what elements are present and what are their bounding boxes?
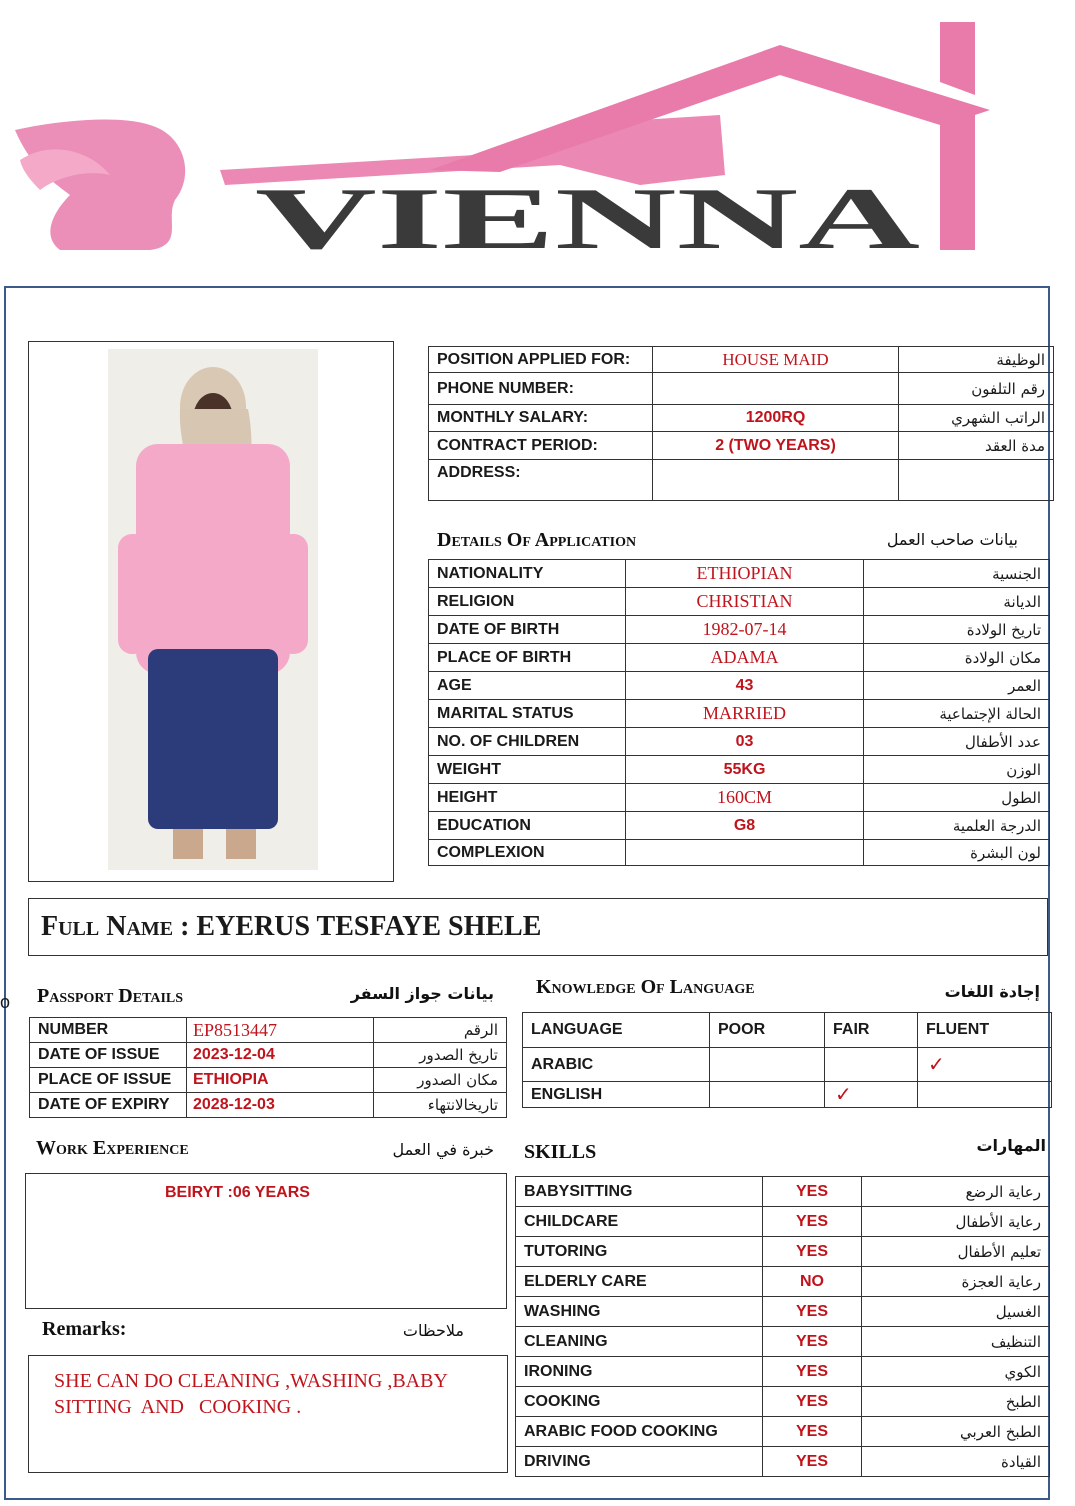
fair-header: FAIR — [825, 1013, 918, 1048]
skill-label: ELDERLY CARE — [516, 1267, 763, 1297]
details-label: RELIGION — [429, 588, 626, 616]
contract-label: CONTRACT PERIOD: — [429, 432, 653, 460]
passport-title: Passport Details — [37, 985, 184, 1007]
skill-label: ARABIC FOOD COOKING — [516, 1417, 763, 1447]
salary-arabic: الراتب الشهري — [899, 405, 1054, 432]
details-value — [626, 840, 864, 866]
details-value: CHRISTIAN — [626, 588, 864, 616]
details-value: 43 — [626, 672, 864, 700]
full-name: Full Name : EYERUS TESFAYE SHELE — [41, 911, 542, 942]
passport-value: EP8513447 — [187, 1018, 374, 1043]
details-value: ADAMA — [626, 644, 864, 672]
table-row — [429, 812, 1050, 840]
contract-value: 2 (TWO YEARS) — [653, 432, 899, 460]
details-label: COMPLEXION — [429, 840, 626, 866]
skills-title-arabic: المهارات — [976, 1136, 1046, 1155]
position-label: POSITION APPLIED FOR: — [429, 347, 653, 373]
table-row — [30, 1043, 507, 1068]
work-title: Work Experience — [36, 1137, 189, 1159]
table-row — [516, 1207, 1050, 1237]
table-row — [516, 1177, 1050, 1207]
table-row — [429, 700, 1050, 728]
table-row — [429, 460, 1054, 501]
full-name-box — [28, 898, 1048, 956]
work-title-arabic: خبرة في العمل — [392, 1140, 494, 1159]
table-row — [30, 1018, 507, 1043]
table-row — [429, 784, 1050, 812]
skill-value: YES — [763, 1237, 862, 1267]
passport-value: 2023-12-04 — [187, 1043, 374, 1068]
details-value: 1982-07-14 — [626, 616, 864, 644]
table-row — [516, 1357, 1050, 1387]
details-arabic: عدد الأطفال — [864, 728, 1050, 756]
passport-value: 2028-12-03 — [187, 1093, 374, 1118]
skill-arabic: الكوي — [862, 1357, 1050, 1387]
table-row — [516, 1447, 1050, 1477]
passport-value: ETHIOPIA — [187, 1068, 374, 1093]
phone-arabic: رقم التلفون — [899, 373, 1054, 405]
margin-mark: o — [0, 992, 11, 1012]
table-row — [30, 1093, 507, 1118]
details-arabic: الحالة الإجتماعية — [864, 700, 1050, 728]
table-row — [429, 672, 1050, 700]
contract-arabic: مدة العقد — [899, 432, 1054, 460]
language-title-arabic: إجادة اللغات — [944, 982, 1040, 1001]
remarks-line-1: SHE CAN DO CLEANING ,WASHING ,BABY — [54, 1370, 448, 1392]
table-row — [516, 1267, 1050, 1297]
table-row — [516, 1237, 1050, 1267]
address-arabic — [899, 460, 1054, 501]
details-label: NO. OF CHILDREN — [429, 728, 626, 756]
details-title-arabic: بيانات صاحب العمل — [886, 530, 1018, 549]
remarks-box — [28, 1355, 508, 1473]
poor-header: POOR — [710, 1013, 825, 1048]
details-label: HEIGHT — [429, 784, 626, 812]
passport-arabic: مكان الصدور — [374, 1068, 507, 1093]
table-row — [516, 1387, 1050, 1417]
passport-arabic: الرقم — [374, 1018, 507, 1043]
skill-arabic: الطبخ العربي — [862, 1417, 1050, 1447]
skill-label: TUTORING — [516, 1237, 763, 1267]
table-row — [429, 373, 1054, 405]
arabic-poor — [710, 1048, 825, 1082]
details-label: AGE — [429, 672, 626, 700]
details-label: WEIGHT — [429, 756, 626, 784]
skill-value: YES — [763, 1447, 862, 1477]
details-value: 03 — [626, 728, 864, 756]
table-row — [30, 1068, 507, 1093]
table-row — [523, 1048, 1052, 1082]
details-table — [428, 559, 1050, 866]
skill-label: IRONING — [516, 1357, 763, 1387]
details-arabic: الطول — [864, 784, 1050, 812]
details-title: Details Of Application — [437, 529, 637, 551]
table-row — [429, 588, 1050, 616]
salary-label: MONTHLY SALARY: — [429, 405, 653, 432]
details-arabic: الجنسية — [864, 560, 1050, 588]
table-row — [429, 616, 1050, 644]
passport-arabic: تاريخ الصدور — [374, 1043, 507, 1068]
details-value: 160CM — [626, 784, 864, 812]
skill-value: YES — [763, 1207, 862, 1237]
skill-value: YES — [763, 1297, 862, 1327]
table-row — [429, 560, 1050, 588]
work-entry: BEIRYT :06 YEARS — [165, 1184, 310, 1201]
passport-arabic: تاريخالانتهاء — [374, 1093, 507, 1118]
table-row — [516, 1297, 1050, 1327]
details-arabic: الوزن — [864, 756, 1050, 784]
details-label: PLACE OF BIRTH — [429, 644, 626, 672]
details-arabic: لون البشرة — [864, 840, 1050, 866]
table-row — [429, 756, 1050, 784]
language-table — [522, 1012, 1052, 1108]
skill-label: WASHING — [516, 1297, 763, 1327]
passport-title-arabic: بيانات جواز السفر — [350, 984, 494, 1003]
arabic-fair — [825, 1048, 918, 1082]
details-value: MARRIED — [626, 700, 864, 728]
details-arabic: تاريخ الولادة — [864, 616, 1050, 644]
salary-value: 1200RQ — [653, 405, 899, 432]
address-value — [653, 460, 899, 501]
phone-label: PHONE NUMBER: — [429, 373, 653, 405]
passport-label: PLACE OF ISSUE — [30, 1068, 187, 1093]
remarks-title: Remarks: — [42, 1318, 127, 1340]
skill-value: NO — [763, 1267, 862, 1297]
vienna-logo — [0, 0, 1075, 285]
english-language: ENGLISH — [523, 1082, 710, 1108]
table-row — [516, 1417, 1050, 1447]
arabic-fluent-check: ✓ — [918, 1048, 1052, 1082]
table-row — [429, 432, 1054, 460]
details-arabic: مكان الولادة — [864, 644, 1050, 672]
remarks-title-arabic: ملاحظات — [402, 1321, 464, 1340]
remarks-line-2: SITTING AND COOKING . — [54, 1396, 302, 1418]
phone-value — [653, 373, 899, 405]
table-row — [429, 347, 1054, 373]
table-row — [516, 1327, 1050, 1357]
skill-label: BABYSITTING — [516, 1177, 763, 1207]
language-header: LANGUAGE — [523, 1013, 710, 1048]
skill-value: YES — [763, 1417, 862, 1447]
skill-value: YES — [763, 1327, 862, 1357]
details-label: NATIONALITY — [429, 560, 626, 588]
arabic-language: ARABIC — [523, 1048, 710, 1082]
skill-label: COOKING — [516, 1387, 763, 1417]
skill-arabic: تعليم الأطفال — [862, 1237, 1050, 1267]
details-value: ETHIOPIAN — [626, 560, 864, 588]
passport-table — [29, 1017, 507, 1118]
table-row — [523, 1082, 1052, 1108]
skill-arabic: رعاية العجزة — [862, 1267, 1050, 1297]
photo-frame — [28, 341, 394, 882]
passport-label: NUMBER — [30, 1018, 187, 1043]
skills-table — [515, 1176, 1050, 1477]
table-row — [429, 840, 1050, 866]
skills-title: SKILLS — [524, 1141, 597, 1163]
skill-value: YES — [763, 1387, 862, 1417]
position-value: HOUSE MAID — [653, 347, 899, 373]
work-box — [25, 1173, 507, 1309]
details-label: EDUCATION — [429, 812, 626, 840]
skill-value: YES — [763, 1357, 862, 1387]
details-arabic: الديانة — [864, 588, 1050, 616]
details-value: G8 — [626, 812, 864, 840]
english-fluent — [918, 1082, 1052, 1108]
skill-arabic: الطبخ — [862, 1387, 1050, 1417]
passport-label: DATE OF ISSUE — [30, 1043, 187, 1068]
details-label: MARITAL STATUS — [429, 700, 626, 728]
details-arabic: الدرجة العلمية — [864, 812, 1050, 840]
fluent-header: FLUENT — [918, 1013, 1052, 1048]
skill-label: DRIVING — [516, 1447, 763, 1477]
skill-label: CLEANING — [516, 1327, 763, 1357]
table-row — [429, 644, 1050, 672]
position-arabic: الوظيفة — [899, 347, 1054, 373]
details-value: 55KG — [626, 756, 864, 784]
skill-arabic: رعاية الأطفال — [862, 1207, 1050, 1237]
application-table — [428, 346, 1054, 501]
candidate-photo — [108, 349, 318, 870]
skill-arabic: الغسيل — [862, 1297, 1050, 1327]
skill-arabic: القيادة — [862, 1447, 1050, 1477]
skill-arabic: رعاية الرضع — [862, 1177, 1050, 1207]
english-fair-check: ✓ — [825, 1082, 918, 1108]
table-row — [429, 728, 1050, 756]
passport-label: DATE OF EXPIRY — [30, 1093, 187, 1118]
language-title: Knowledge Of Language — [536, 976, 755, 998]
details-label: DATE OF BIRTH — [429, 616, 626, 644]
skill-value: YES — [763, 1177, 862, 1207]
brand-text: VIENNA — [255, 171, 920, 268]
address-label: ADDRESS: — [429, 460, 653, 501]
table-row — [523, 1013, 1052, 1048]
table-row — [429, 405, 1054, 432]
skill-arabic: التنظيف — [862, 1327, 1050, 1357]
details-arabic: العمر — [864, 672, 1050, 700]
english-poor — [710, 1082, 825, 1108]
skill-label: CHILDCARE — [516, 1207, 763, 1237]
